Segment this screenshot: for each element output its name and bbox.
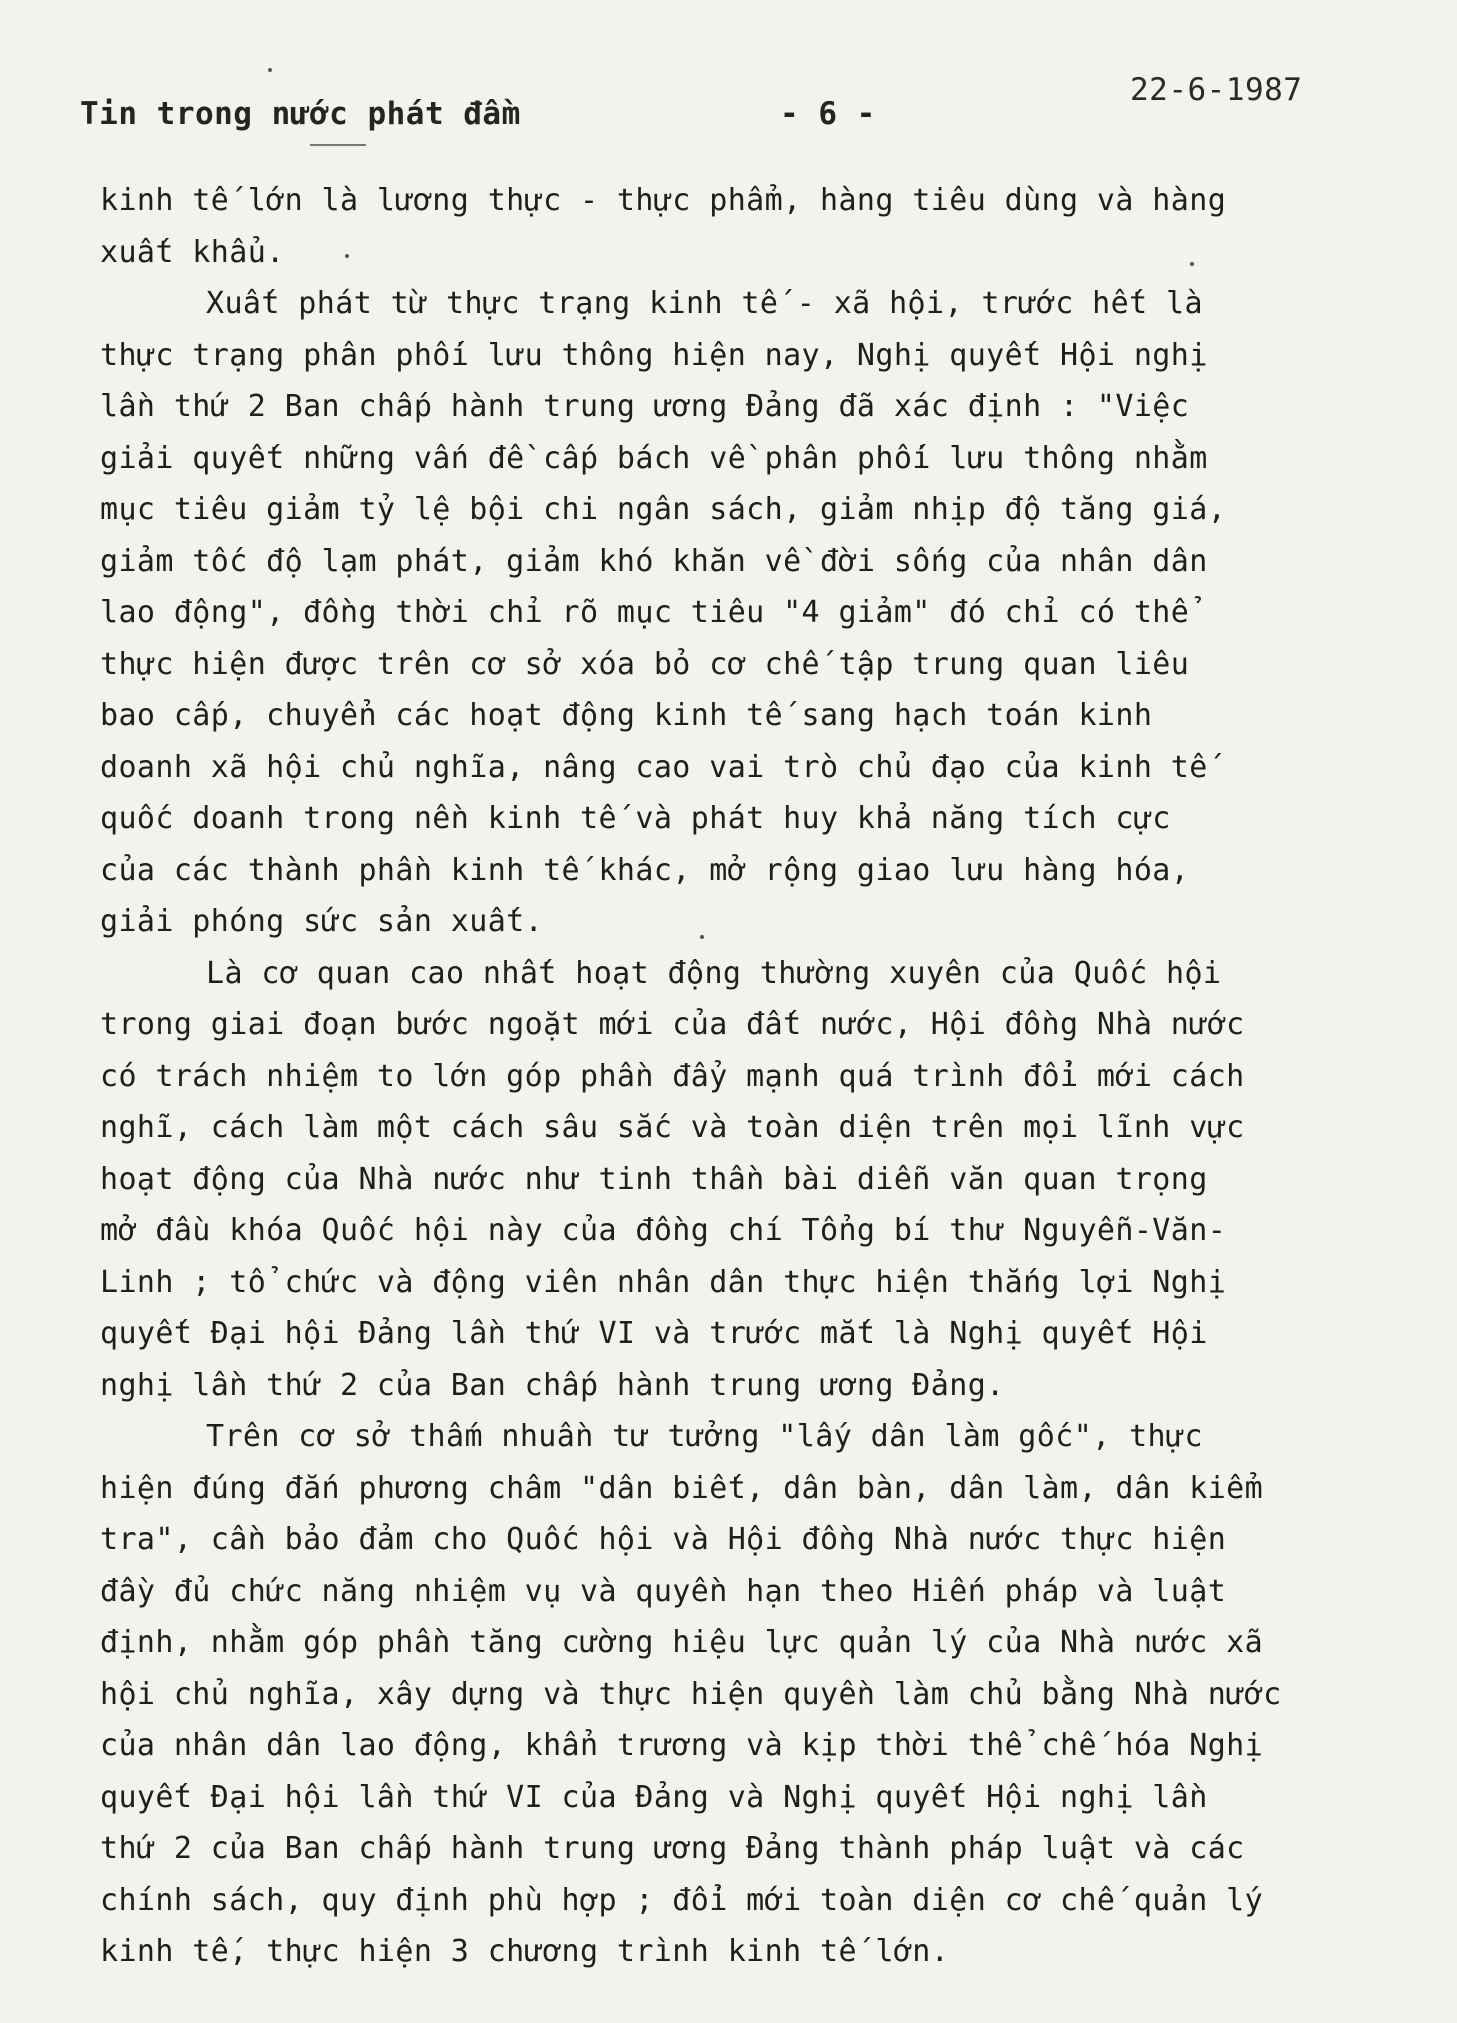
header-source-label: Tin trong nước phát đầm [80, 96, 521, 132]
paper-speck [345, 254, 349, 258]
page-number: - 6 - [780, 96, 876, 132]
paragraph-2: Xuất phát từ thực trạng kinh tế - xã hội, trước hết là thực trạng phân phối lưu thông hiện nay, Nghị quyết Hội nghị lần thứ 2 Ban chấp hành trung ương Đảng đã xác định : "Việc giải quyết những vấn đề cấp bách về phân phối lưu thông nhằm mục tiêu giảm tỷ lệ bội chi ngân sách, giảm nhịp độ tăng giá, giảm tốc độ lạm phát, giảm khó khăn về đời sống của nhân dân lao động", đồng thời chỉ rõ mục tiêu "4 giảm" đó chỉ có thể thực hiện được trên cơ sở xóa bỏ cơ chế tập trung quan liêu bao cấp, chuyển các hoạt động kinh tế sang hạch toán kinh doanh xã hội chủ nghĩa, nâng cao vai trò chủ đạo của kinh tế quốc doanh trong nền kinh tế và phát huy khả năng tích cực của các thành phần kinh tế khác, mở rộng giao lưu hàng hóa, giải phóng sức sản xuất. [100, 286, 1227, 939]
page-header [80, 72, 1320, 132]
paper-speck [700, 935, 704, 939]
paragraph-4: Trên cơ sở thấm nhuần tư tưởng "lấy dân làm gốc", thực hiện đúng đắn phương châm "dân biết, dân bàn, dân làm, dân kiểm tra", cần bảo đảm cho Quốc hội và Hội đồng Nhà nước thực hiện đầy đủ chức năng nhiệm vụ và quyền hạn theo Hiến pháp và luật định, nhằm góp phần tăng cường hiệu lực quản lý của Nhà nước xã hội chủ nghĩa, xây dựng và thực hiện quyền làm chủ bằng Nhà nước của nhân dân lao động, khẩn trương và kịp thời thể chế hóa Nghị quyết Đại hội lần thứ VI của Đảng và Nghị quyết Hội nghị lần thứ 2 của Ban chấp hành trung ương Đảng thành pháp luật và các chính sách, quy định phù hợp ; đổi mới toàn diện cơ chế quản lý kinh tế, thực hiện 3 chương trình kinh tế lớn. [100, 1419, 1282, 1969]
document-body [100, 175, 1400, 1978]
header-rule [310, 144, 366, 146]
paragraph-1: kinh tế lớn là lương thực - thực phẩm, hàng tiêu dùng và hàng xuất khẩu. [100, 183, 1227, 270]
document-date: 22-6-1987 [1130, 72, 1303, 108]
paper-speck [268, 68, 272, 72]
paragraph-3: Là cơ quan cao nhất hoạt động thường xuyên của Quốc hội trong giai đoạn bước ngoặt mới của đất nước, Hội đồng Nhà nước có trách nhiệm to lớn góp phần đẩy mạnh quá trình đổi mới cách nghĩ, cách làm một cách sâu sắc và toàn diện trên mọi lĩnh vực hoạt động của Nhà nước như tinh thần bài diễn văn quan trọng mở đầu khóa Quốc hội này của đồng chí Tổng bí thư Nguyễn-Văn- Linh ; tổ chức và động viên nhân dân thực hiện thắng lợi Nghị quyết Đại hội Đảng lần thứ VI và trước mắt là Nghị quyết Hội nghị lần thứ 2 của Ban chấp hành trung ương Đảng. [100, 955, 1245, 1403]
paper-speck [1190, 262, 1194, 266]
